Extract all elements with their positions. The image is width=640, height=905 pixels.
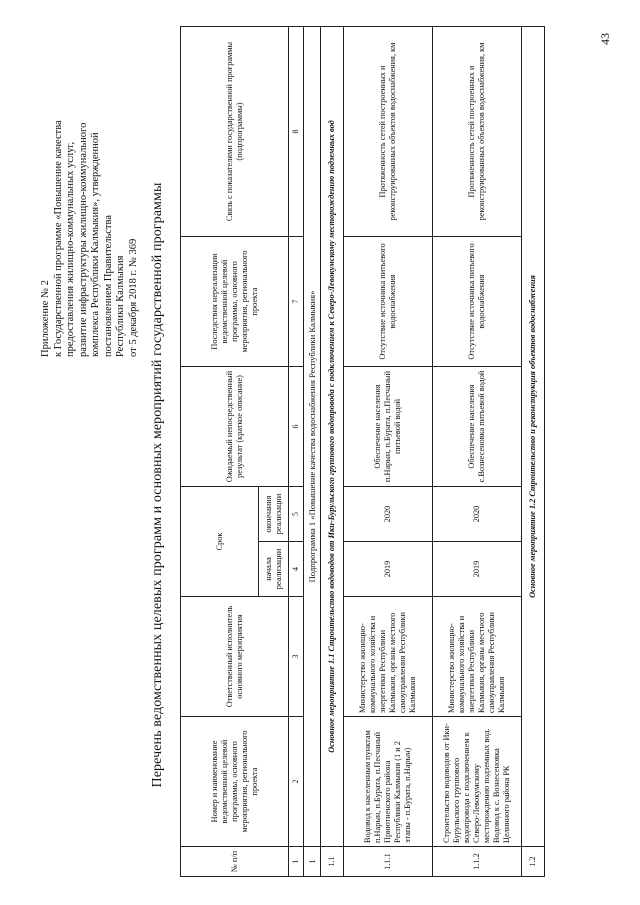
header-start: начала реализации [259, 542, 289, 597]
event-title: Основное мероприятие 1.1 Строительство водоводов от Ики-Бурульского группового водопровода с подключением к Северо-Левокумскому месторождению подземных вод [321, 27, 344, 847]
event-num: 1.2 [522, 847, 545, 877]
row-name: Строительство водоводов от Ики-Бурульского группового водопровода с подключением к Северо-Левокумскому месторождению подземных вод. Водовод к с. Вознесеновка Целинного района РК [433, 717, 522, 847]
row-name: Водовод к населенным пунктам п.Нарын, п.Бурата, п.Песчаный Приютненского района Республики Калмыкия (1 и 2 этапы - п.Бурата, п.Нарын) [344, 717, 433, 847]
column-number: 3 [289, 597, 304, 717]
row-executor: Министерство жилищно-коммунального хозяйства и энергетики Республики Калмыкия, органы местного самоуправления Республики Калмыкия [344, 597, 433, 717]
appendix-line: постановлением Правительства [102, 214, 114, 357]
row-link: Протяженность сетей построенных и реконструированных объектов водоснабжения, км [433, 27, 522, 237]
programs-table [180, 26, 545, 877]
header-result: Ожидаемый непосредственный результат (краткое описание) [181, 367, 289, 487]
subprogram-row [304, 27, 321, 877]
table-row [433, 27, 522, 877]
appendix-line: от 5 декабря 2018 г. № 369 [127, 238, 139, 357]
appendix-line: Республики Калмыкия [115, 255, 126, 357]
column-number: 6 [289, 367, 304, 487]
event-row [522, 27, 545, 877]
subprogram-num: 1 [304, 847, 321, 877]
row-num: 1.1.1 [344, 847, 433, 877]
row-end: 2020 [344, 487, 433, 542]
row-consequences: Отсутствие источника питьевого водоснабжения [344, 237, 433, 367]
header-num: № п/п [181, 847, 289, 877]
column-number: 4 [289, 542, 304, 597]
event-row [321, 27, 344, 877]
column-number: 5 [289, 487, 304, 542]
row-end: 2020 [433, 487, 522, 542]
column-number: 7 [289, 237, 304, 367]
appendix-line: комплекса Республики Калмыкия», утвержденной [90, 132, 101, 357]
column-number: 8 [289, 27, 304, 237]
column-number: 2 [289, 717, 304, 847]
appendix-line: развитие инфраструктуры жилищно-коммунального [77, 122, 89, 357]
event-num: 1.1 [321, 847, 344, 877]
row-result: Обеспечение населения п.Нарын, п.Бурата, п.Песчаный питьевой водой [344, 367, 433, 487]
appendix-line: Приложение № 2 [40, 280, 51, 357]
header-name: Номер и наименование ведомственной целевой программы, основного мероприятия, регионального проекта [181, 717, 289, 847]
event-title: Основное мероприятие 1.2 Строительство и реконструкция объектов водоснабжения [522, 27, 545, 847]
row-start: 2019 [344, 542, 433, 597]
header-link: Связь с показателями государственной программы (подпрограммы) [181, 27, 289, 237]
header-end: окончания реализации [259, 487, 289, 542]
appendix-line: предоставления жилищно-коммунальных услуг, [65, 141, 76, 357]
table-row [344, 27, 433, 877]
appendix-block [40, 17, 140, 357]
document-title: Перечень ведомственных целевых программ и основных мероприятий государственной программы [150, 182, 165, 788]
row-link: Протяженность сетей построенных и реконструированных объектов водоснабжения, км [344, 27, 433, 237]
row-executor: Министерство жилищно-коммунального хозяйства и энергетики Республики Калмыкия, органы местного самоуправления Республики Калмыкия [433, 597, 522, 717]
header-term: Срок [181, 487, 259, 597]
header-consequences: Последствия нереализации ведомственной целевой программы, основного мероприятия, регионального проекта [181, 237, 289, 367]
page-number: 43 [598, 33, 612, 45]
row-consequences: Отсутствие источника питьевого водоснабжения [433, 237, 522, 367]
header-executor: Ответственный исполнитель основного мероприятия [181, 597, 289, 717]
column-number: 1 [289, 847, 304, 877]
subprogram-title: Подпрограмма 1 «Повышение качества водоснабжения Республики Калмыкия» [304, 27, 321, 847]
row-result: Обеспечение населения с.Вознесеновка питьевой водой [433, 367, 522, 487]
appendix-line: к Государственной программе «Повышение качества [52, 120, 64, 357]
row-start: 2019 [433, 542, 522, 597]
row-num: 1.1.2 [433, 847, 522, 877]
